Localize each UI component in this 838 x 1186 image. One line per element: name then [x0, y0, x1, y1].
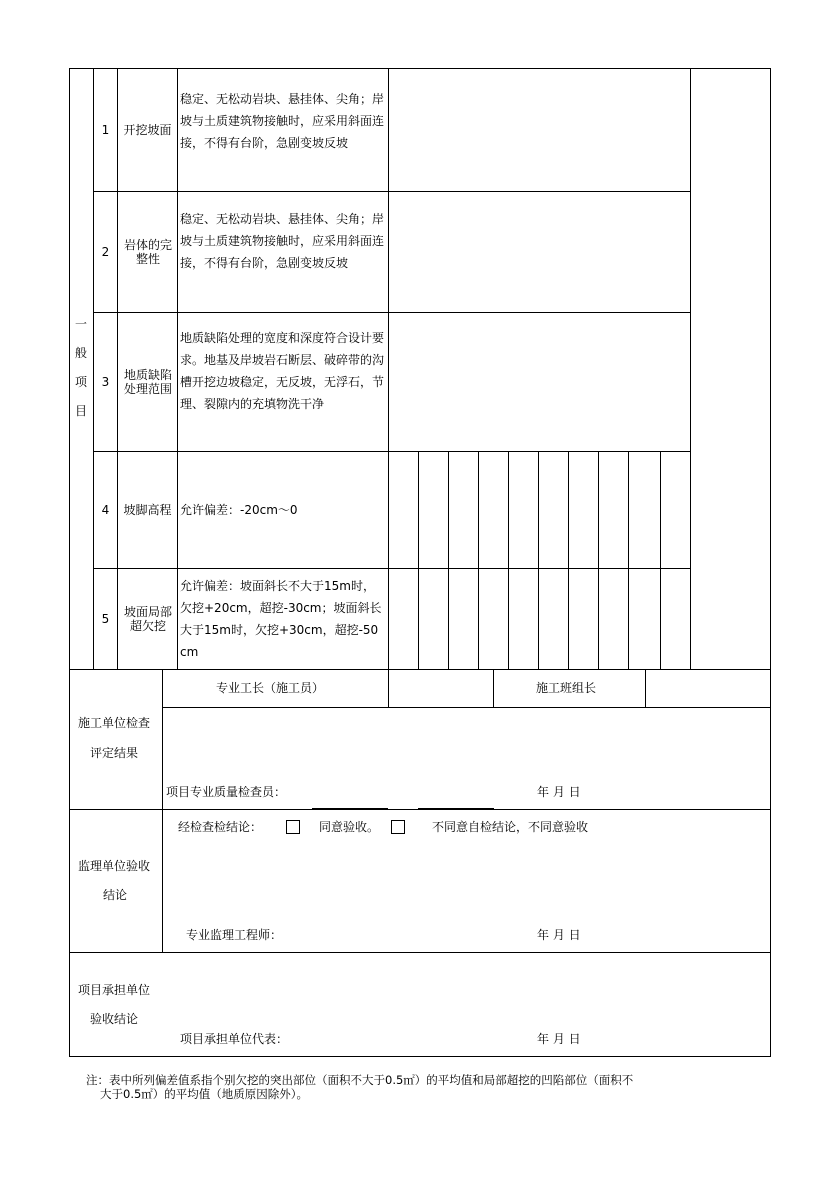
date-label: 年 月 日	[537, 1032, 581, 1046]
item-criteria: 稳定、无松动岩块、悬挂体、尖角；岸坡与土质建筑物接触时，应采用斜面连接，不得有台阶，急剧变坡反坡	[180, 92, 385, 150]
contractor-label: 评定结果	[90, 746, 139, 760]
item-criteria: 地质缺陷处理的宽度和深度符合设计要求。地基及岸坡岩石断层、破碎带的沟槽开挖边坡稳定，无反坡，无浮石，节理、裂隙内的充填物洗干净	[180, 331, 385, 411]
item-name: 地质缺陷处理范围	[123, 368, 172, 396]
item-number: 1	[101, 123, 110, 137]
item-number: 4	[101, 503, 110, 517]
agree-checkbox[interactable]	[286, 820, 300, 834]
item-name: 坡面局部超欠挖	[123, 605, 172, 633]
foreman-label: 专业工长（施工员）	[216, 681, 325, 695]
date-label: 年 月 日	[537, 785, 581, 799]
supervisor-label: 监理单位验收	[78, 859, 151, 873]
supervising-engineer-label: 专业监理工程师：	[186, 928, 283, 942]
agree-label: 同意验收。	[319, 820, 380, 834]
team-leader-label: 施工班组长	[536, 681, 597, 695]
section-char: 般	[74, 346, 87, 360]
item-number: 2	[101, 245, 110, 259]
item-number: 3	[101, 375, 110, 389]
disagree-checkbox[interactable]	[391, 820, 405, 834]
item-number: 5	[101, 612, 110, 626]
disagree-label: 不同意自检结论，不同意验收	[432, 820, 589, 834]
item-criteria: 允许偏差：-20cm～0	[180, 503, 298, 517]
section-char: 一	[74, 317, 87, 331]
section-char: 目	[74, 404, 87, 418]
owner-label: 项目承担单位	[78, 983, 151, 997]
date-label: 年 月 日	[537, 928, 581, 942]
footnote: 大于0.5㎡）的平均值（地质原因除外）。	[100, 1087, 309, 1101]
section-char: 项	[74, 375, 87, 389]
quality-inspector-label: 项目专业质量检查员：	[166, 785, 287, 799]
contractor-label: 施工单位检查	[78, 716, 151, 730]
owner-label: 验收结论	[90, 1012, 139, 1026]
item-criteria: 允许偏差：坡面斜长不大于15m时，欠挖+20cm，超挖-30cm；坡面斜长大于15m时，欠挖+30cm，超挖-50cm	[180, 579, 382, 659]
supervisor-conclusion-prefix: 经检查检结论：	[178, 820, 263, 834]
item-name: 坡脚高程	[123, 503, 172, 517]
general-items-section-label	[69, 310, 93, 426]
footnote: 注：表中所列偏差值系指个别欠挖的突出部位（面积不大于0.5㎡）的平均值和局部超挖的凹陷部位（面积不	[86, 1073, 634, 1087]
item-criteria: 稳定、无松动岩块、悬挂体、尖角；岸坡与土质建筑物接触时，应采用斜面连接，不得有台阶，急剧变坡反坡	[180, 212, 385, 270]
item-name: 岩体的完整性	[123, 238, 172, 266]
supervisor-label: 结论	[103, 888, 128, 902]
owner-representative-label: 项目承担单位代表：	[180, 1032, 289, 1046]
item-name: 开挖坡面	[123, 123, 172, 137]
